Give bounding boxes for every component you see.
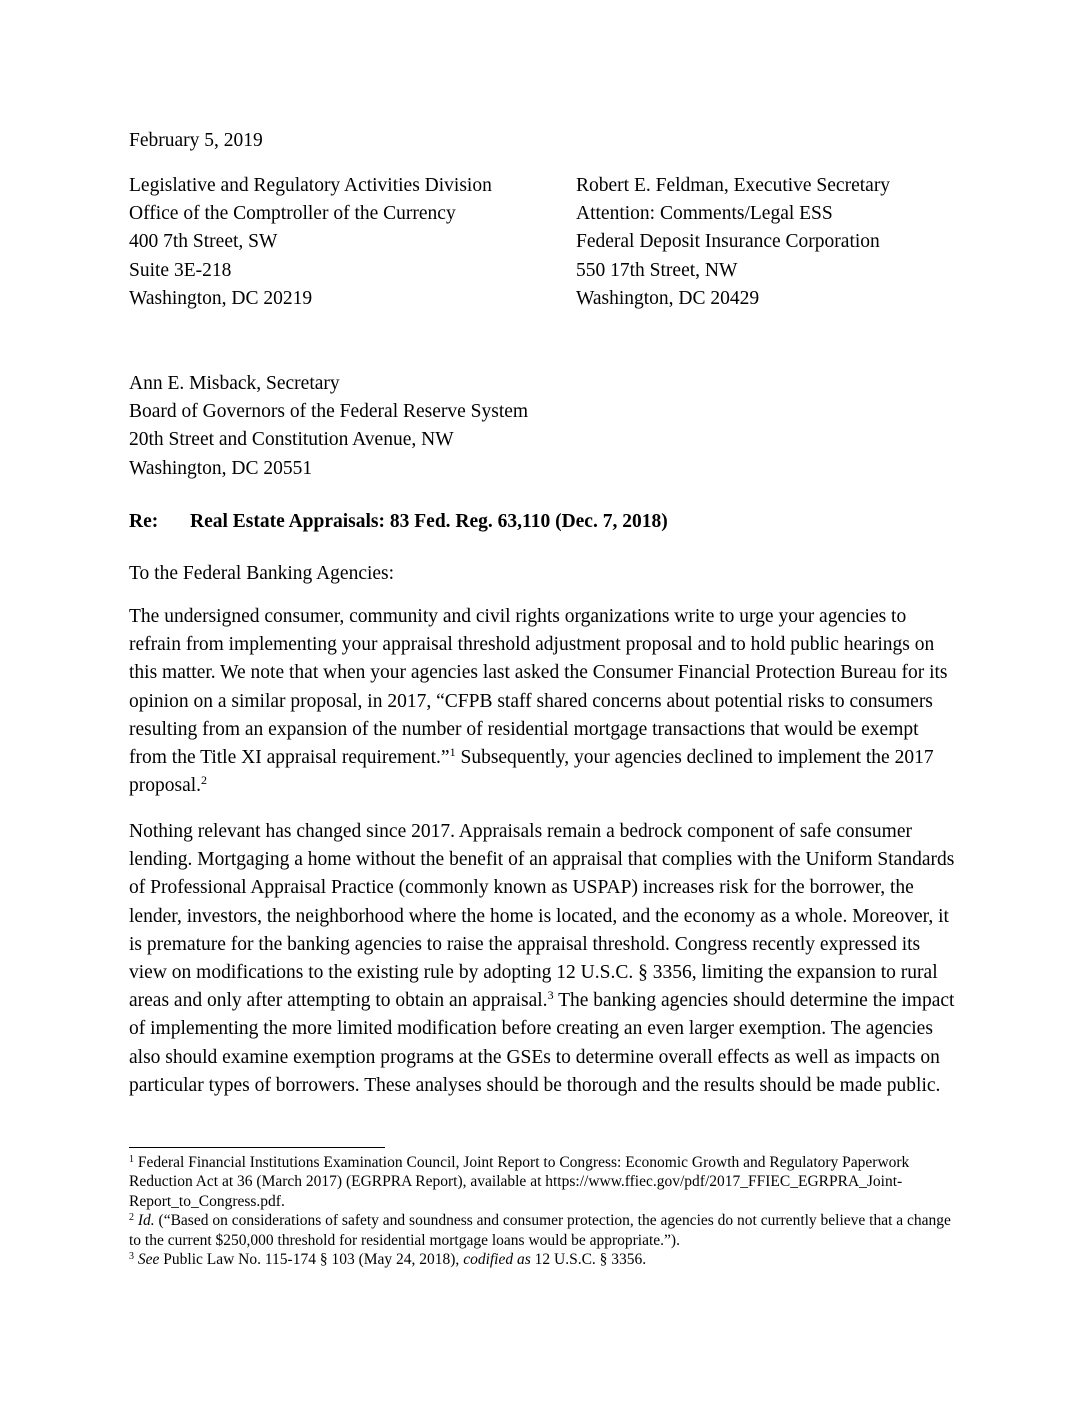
address-line: Suite 3E-218 (129, 259, 232, 281)
footnote-italic: codified as (463, 1251, 531, 1269)
address-line: Office of the Comptroller of the Currency (129, 203, 456, 225)
footnote-divider (129, 1147, 385, 1148)
address-line: Board of Governors of the Federal Reserve System (129, 401, 529, 423)
footnote-text: 12 U.S.C. § 3356. (530, 1251, 647, 1269)
body-paragraph-1 (129, 603, 959, 800)
address-line: Ann E. Misback, Secretary (129, 373, 340, 394)
footnote-text: Public Law No. 115-174 § 103 (May 24, 2018), (159, 1251, 464, 1269)
footnote-number: 1 (129, 1154, 134, 1165)
footnote-ref: 3 (547, 988, 554, 1003)
paragraph-text: Subsequently, your agencies declined to implement the 2017 proposal. (129, 747, 934, 797)
footnote-2 (129, 1211, 959, 1250)
address-line: 400 7th Street, SW (129, 231, 278, 253)
footnote-italic: See (137, 1251, 160, 1269)
address-line: Federal Deposit Insurance Corporation (576, 231, 880, 253)
footnote-1 (129, 1153, 959, 1211)
address-line: 20th Street and Constitution Avenue, NW (129, 429, 454, 451)
footnote-italic: Id. (137, 1212, 155, 1230)
address-line: 550 17th Street, NW (576, 259, 738, 281)
subject-line (129, 511, 668, 533)
subject-text: Real Estate Appraisals: 83 Fed. Reg. 63,110 (Dec. 7, 2018) (190, 511, 668, 532)
footnote-3 (129, 1250, 959, 1269)
footnote-text: (“Based on considerations of safety and soundness and consumer protection, the agencies do not currently believe that a change to the current $250,000 threshold for residential mortgage loans would be appropriate.”). (129, 1212, 951, 1249)
recipient-address-fdic (576, 172, 890, 313)
address-line: Attention: Comments/Legal ESS (576, 203, 833, 225)
paragraph-text: The undersigned consumer, community and civil rights organizations write to urge your agencies to refrain from implementing your appraisal threshold adjustment proposal and to hold public hearings on this matter. We note that when your agencies last asked the Consumer Financial Protection Bureau for its opinion on a similar proposal, in 2017, “CFPB staff shared concerns about potential risks to consumers resulting from an expansion of the number of residential mortgage transactions that would be exempt from the Title XI appraisal requirement.” (129, 606, 948, 769)
footnote-number: 3 (129, 1251, 134, 1263)
footnote-ref: 2 (201, 773, 208, 788)
salutation: To the Federal Banking Agencies: (129, 563, 395, 584)
address-line: Legislative and Regulatory Activities Division (129, 175, 492, 196)
footnote-ref: 1 (449, 745, 456, 760)
address-line: Washington, DC 20429 (576, 287, 760, 309)
letter-date: February 5, 2019 (129, 130, 263, 151)
recipient-address-occ (129, 172, 492, 313)
paragraph-text: Nothing relevant has changed since 2017. Appraisals remain a bedrock component of safe consumer lending. Mortgaging a home without the benefit of an appraisal that complies with the Uniform Standards of Professional Appraisal Practice (commonly known as USPAP) increases risk for the borrower, the lender, investors, the neighborhood where the home is located, and the economy as a whole. Moreover, it is premature for the banking agencies to raise the appraisal threshold. Congress recently expressed its view on modifications to the existing rule by adopting 12 U.S.C. § 3356, limiting the expansion to rural areas and only after attempting to obtain an appraisal. (129, 821, 955, 1012)
paragraph-text: The banking agencies should determine the impact of implementing the more limited modification before creating an even larger exemption. The agencies also should examine exemption programs at the GSEs to determine overall effects as well as impacts on particular types of borrowers. These analyses should be thorough and the results should be made public. (129, 990, 955, 1096)
address-line: Washington, DC 20551 (129, 457, 313, 479)
footnotes (129, 1153, 959, 1269)
subject-label: Re: (129, 511, 159, 532)
address-line: Robert E. Feldman, Executive Secretary (576, 175, 891, 196)
address-line: Washington, DC 20219 (129, 287, 313, 309)
recipient-address-frb (129, 370, 528, 483)
footnote-number: 2 (129, 1212, 134, 1224)
body-paragraph-2 (129, 818, 959, 1100)
footnote-text: Federal Financial Institutions Examination Council, Joint Report to Congress: Economic Growth and Regulatory Paperwork Reduction Act at 36 (March 2017) (EGRPRA Report), available at https://www.ffiec.gov/pdf/2017_FFIEC_EGRPRA_Joint-Report_to_Congress.pdf. (129, 1154, 910, 1210)
